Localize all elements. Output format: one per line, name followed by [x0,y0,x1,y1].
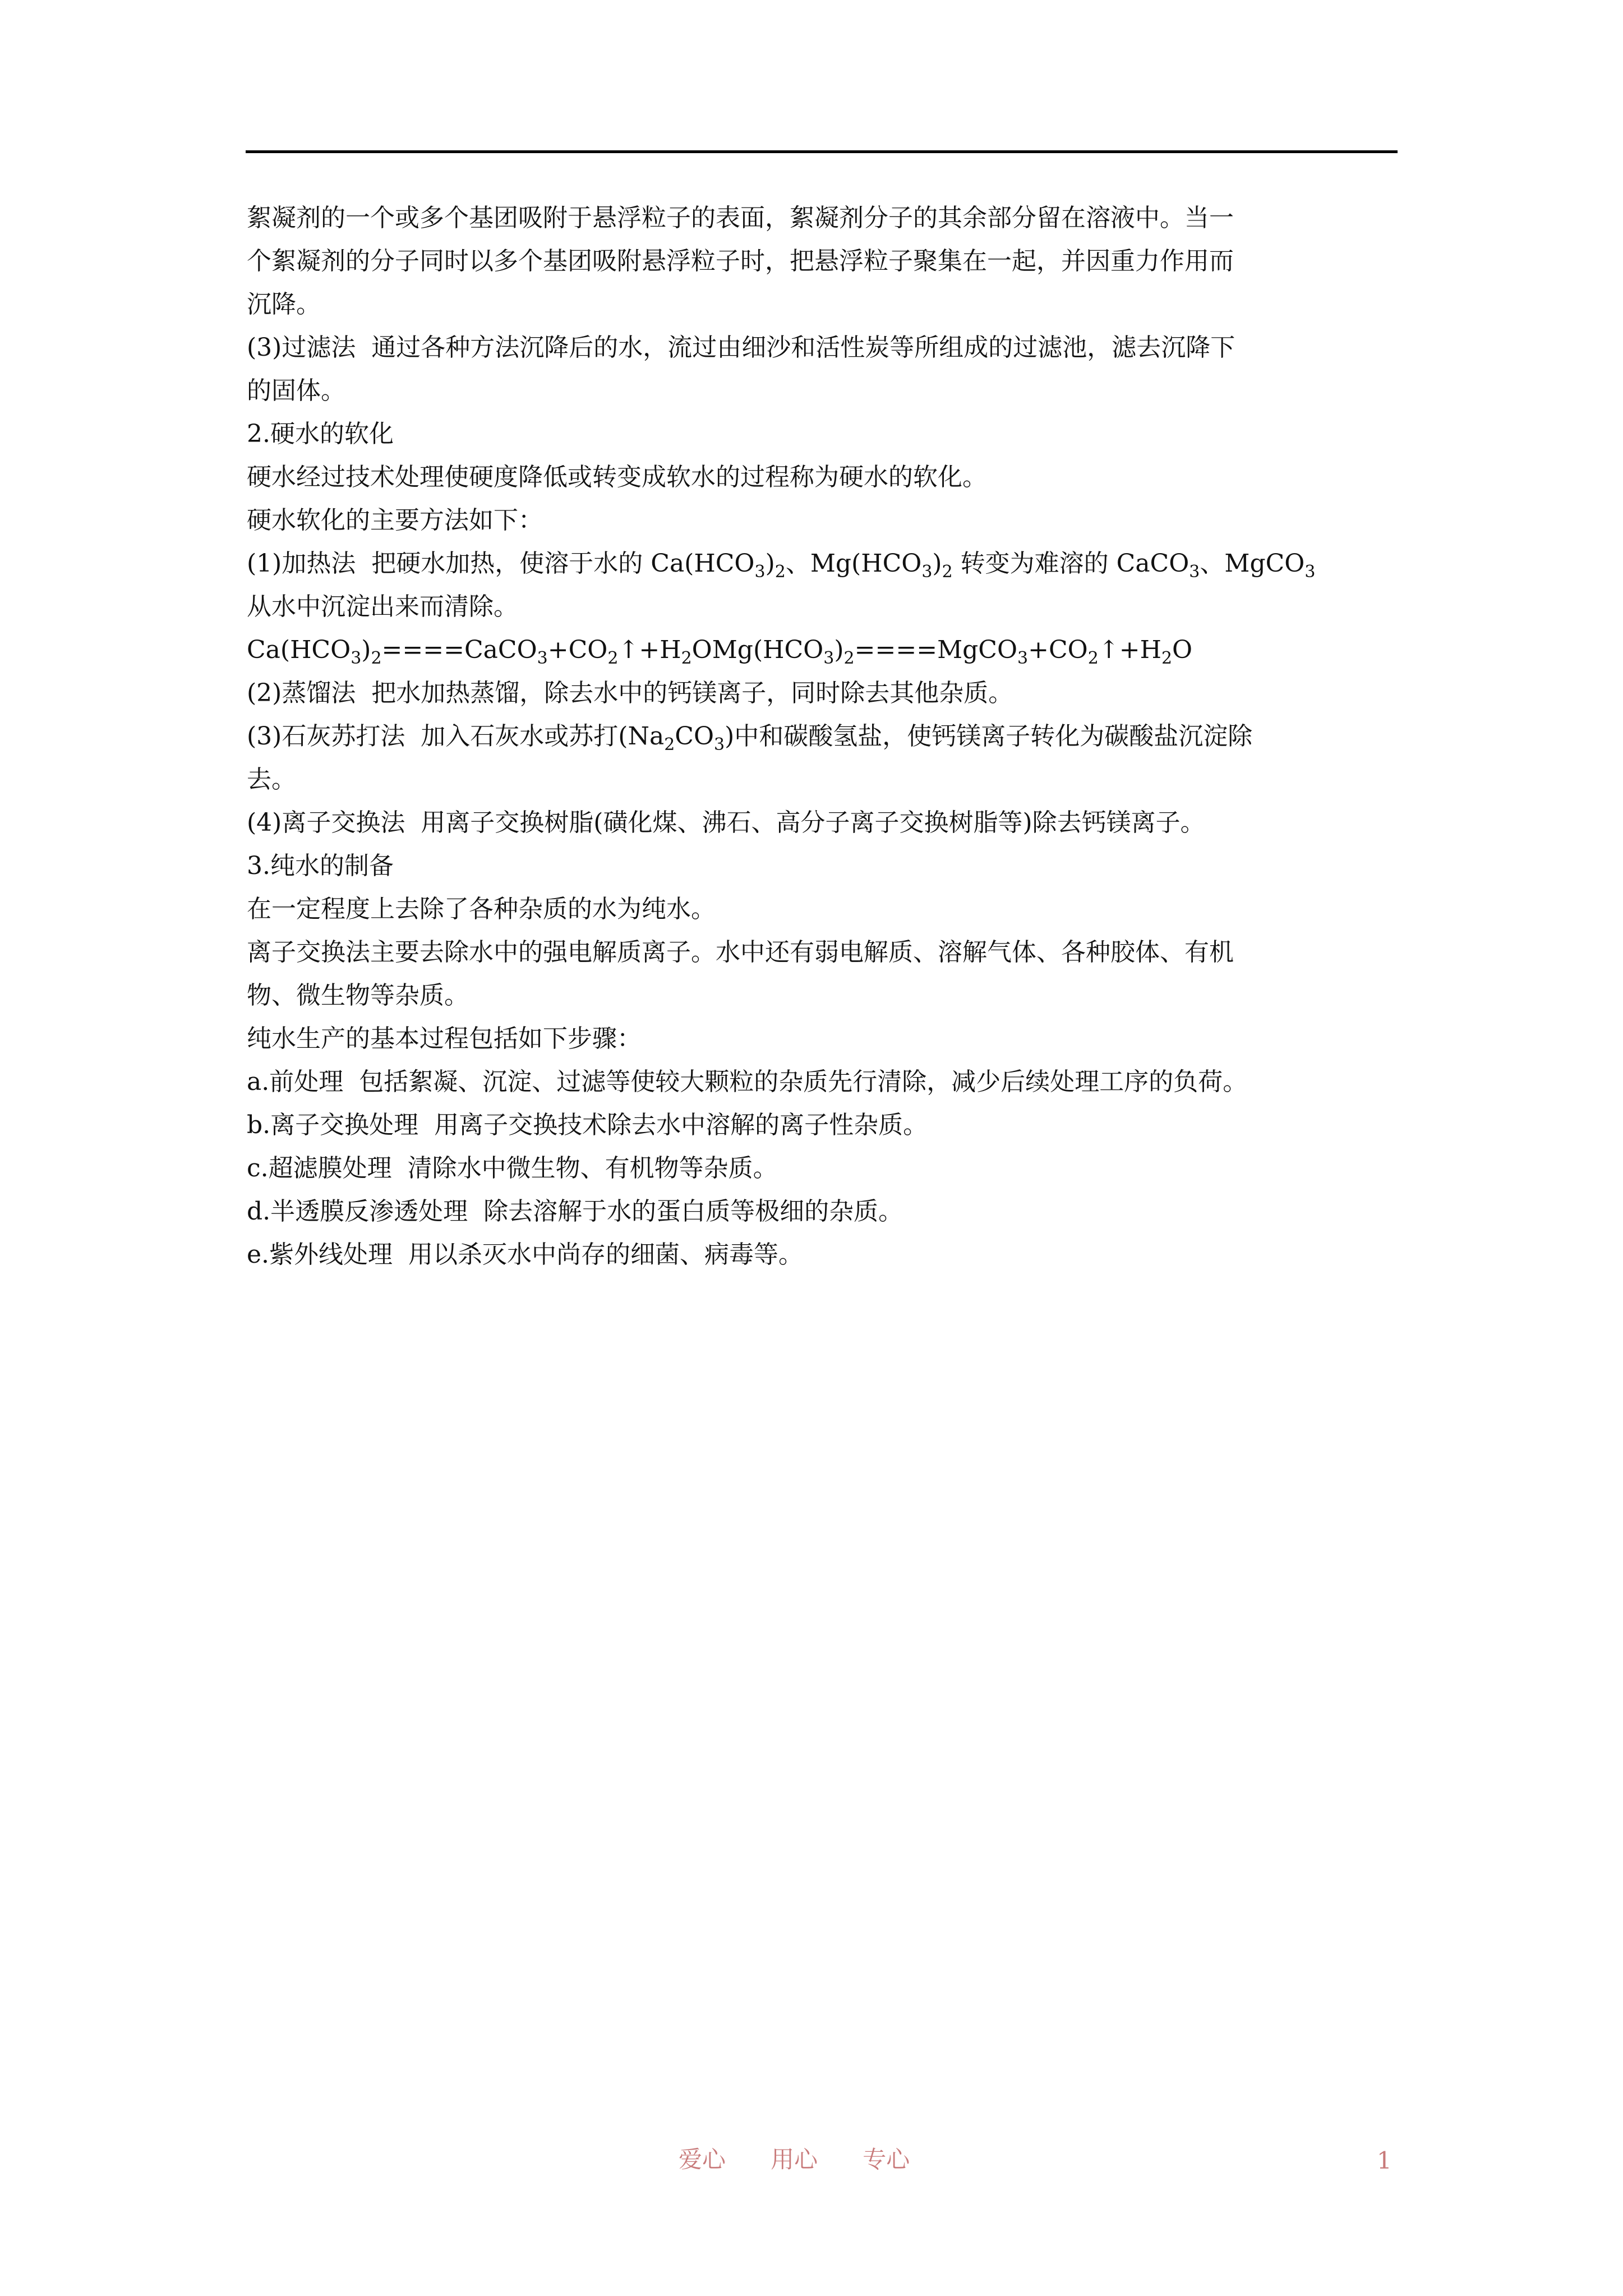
text-segment: (1)加热法 把硬水加热，使溶于水的 Ca(HCO [247,549,755,578]
text-segment: (2)蒸馏法 把水加热蒸馏，除去水中的钙镁离子，同时除去其他杂质。 [247,679,1013,707]
text-segment: O [1172,636,1193,664]
subscript: 2 [1087,648,1099,668]
text-segment: e.紫外线处理 用以杀灭水中尚存的细菌、病毒等。 [247,1240,803,1269]
subscript: 3 [537,648,548,668]
text-segment: 硬水软化的主要方法如下： [247,506,543,535]
text-segment: 硬水经过技术处理使硬度降低或转变成软水的过程称为硬水的软化。 [247,463,987,491]
text-segment: OMg(HCO [691,636,824,664]
subscript: 3 [823,648,834,668]
subscript: 2 [664,735,675,754]
subscript: 2 [1161,648,1173,668]
subscript: 3 [1304,562,1316,582]
text-line [247,240,1396,283]
text-segment: 物、微生物等杂质。 [247,981,469,1010]
text-segment: 个絮凝剂的分子同时以多个基团吸附悬浮粒子时，把悬浮粒子聚集在一起，并因重力作用而 [247,247,1234,275]
text-line [247,974,1396,1017]
subscript: 2 [942,562,953,582]
text-line [247,628,1396,671]
subscript: 2 [774,562,786,582]
text-segment: d.半透膜反渗透处理 除去溶解于水的蛋白质等极细的杂质。 [247,1197,903,1226]
text-segment: ====MgCO [854,636,1018,664]
text-line [247,196,1396,240]
subscript: 3 [1189,562,1200,582]
text-segment: Ca(HCO [247,636,351,664]
document-body [247,196,1396,1276]
text-segment: (3)过滤法 通过各种方法沉降后的水，流过由细沙和活性炭等所组成的过滤池，滤去沉降下 [247,333,1235,362]
text-segment: 、Mg(HCO [785,549,922,578]
text-segment: c.超滤膜处理 清除水中微生物、有机物等杂质。 [247,1154,778,1182]
text-segment: 从水中沉淀出来而清除。 [247,592,518,621]
text-segment: a.前处理 包括絮凝、沉淀、过滤等使较大颗粒的杂质先行清除，减少后续处理工序的负荷。 [247,1068,1248,1096]
text-segment: +CO [547,636,608,664]
text-segment: ) [765,549,775,578]
text-line [247,715,1396,758]
text-line [247,585,1396,628]
text-line [247,931,1396,974]
text-line [247,1060,1396,1103]
text-segment: 沉降。 [247,290,321,319]
text-line [247,412,1396,455]
text-line [247,326,1396,369]
text-line [247,801,1396,844]
text-segment: CO [675,722,714,751]
text-segment: ) [932,549,942,578]
text-segment: 转变为难溶的 CaCO [952,549,1189,578]
text-segment: 絮凝剂的一个或多个基团吸附于悬浮粒子的表面，絮凝剂分子的其余部分留在溶液中。当一 [247,204,1234,232]
header-rule [246,150,1398,153]
text-line [247,844,1396,887]
subscript: 3 [921,562,933,582]
footer-motto: 爱心 用心 专心 [679,2146,910,2173]
text-segment: 离子交换法主要去除水中的强电解质离子。水中还有弱电解质、溶解气体、各种胶体、有机 [247,938,1234,967]
text-segment: 3.纯水的制备 [247,852,394,880]
text-line [247,1233,1396,1276]
subscript: 2 [607,648,619,668]
text-segment: (3)石灰苏打法 加入石灰水或苏打(Na [247,722,665,751]
text-line [247,671,1396,715]
text-segment: ====CaCO [381,636,537,664]
text-segment: ↑+H [1098,636,1161,664]
subscript: 2 [681,648,692,668]
subscript: 2 [843,648,855,668]
page-number: 1 [1377,2147,1392,2174]
text-line [247,1103,1396,1147]
text-line [247,1147,1396,1190]
text-segment: 纯水生产的基本过程包括如下步骤： [247,1024,642,1053]
text-segment: )中和碳酸氢盐，使钙镁离子转化为碳酸盐沉淀除 [725,722,1253,751]
text-segment: 去。 [247,765,296,794]
text-segment: ↑+H [618,636,681,664]
text-segment: ) [834,636,844,664]
text-line [247,283,1396,326]
text-segment: (4)离子交换法 用离子交换树脂(磺化煤、沸石、高分子离子交换树脂等)除去钙镁离子。 [247,808,1205,837]
text-segment: 在一定程度上去除了各种杂质的水为纯水。 [247,895,716,923]
subscript: 3 [754,562,766,582]
text-line [247,1190,1396,1233]
text-line [247,499,1396,542]
text-segment: ) [361,636,371,664]
text-segment: 、MgCO [1200,549,1305,578]
subscript: 3 [1017,648,1029,668]
text-segment: b.离子交换处理 用离子交换技术除去水中溶解的离子性杂质。 [247,1111,928,1139]
subscript: 2 [371,648,382,668]
text-line [247,887,1396,931]
text-line [247,455,1396,499]
text-line [247,542,1396,585]
text-line [247,1017,1396,1060]
text-segment: 2.硬水的软化 [247,420,394,448]
subscript: 3 [714,735,725,754]
text-segment: 的固体。 [247,376,345,405]
text-line [247,758,1396,801]
text-line [247,369,1396,412]
subscript: 3 [351,648,362,668]
text-segment: +CO [1028,636,1088,664]
